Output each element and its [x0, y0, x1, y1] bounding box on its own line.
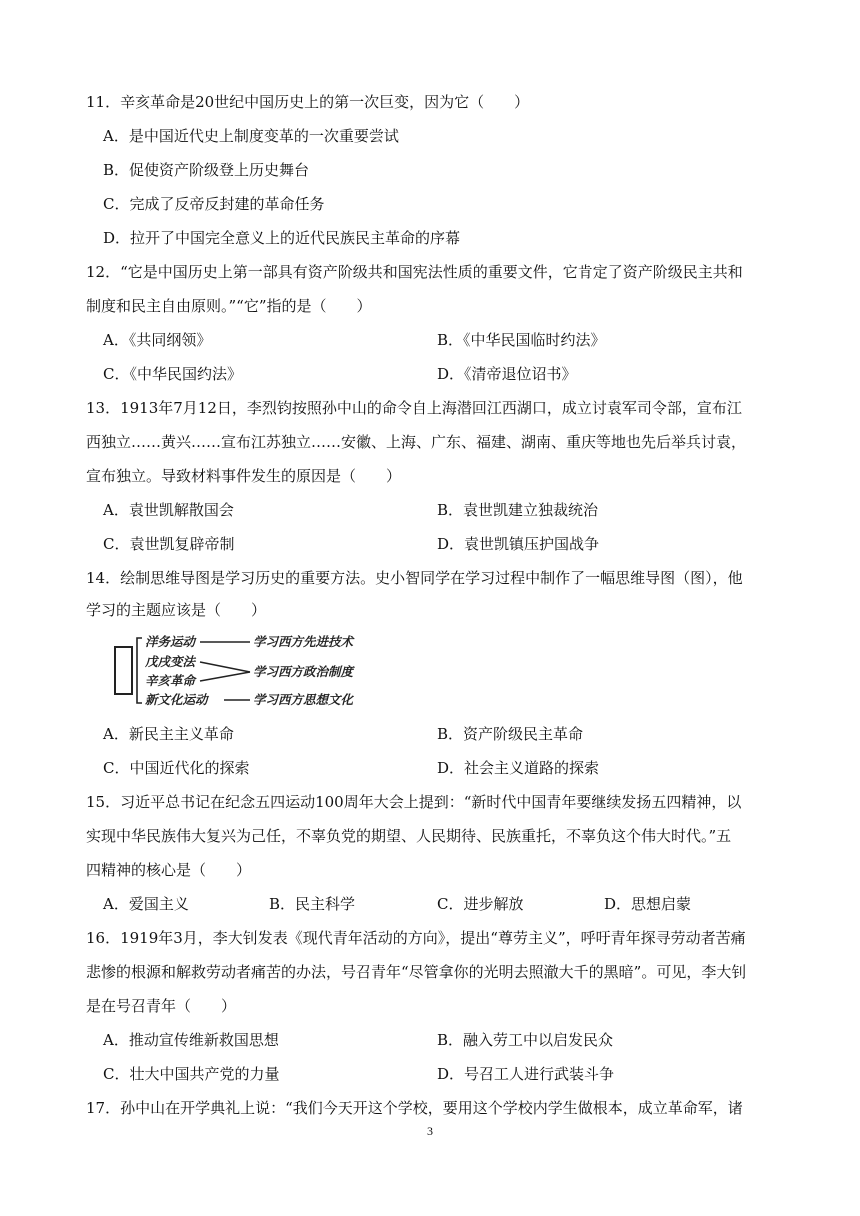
question-13-option-b[interactable]: B．袁世凯建立独裁统治 [437, 501, 599, 519]
question-11-option-b[interactable]: B．促使资产阶级登上历史舞台 [103, 161, 310, 179]
question-11-option-c[interactable]: C．完成了反帝反封建的革命任务 [103, 195, 325, 213]
question-11-option-a[interactable]: A．是中国近代史上制度变革的一次重要尝试 [103, 127, 399, 145]
question-16-option-d[interactable]: D．号召工人进行武装斗争 [437, 1065, 615, 1083]
question-11-stem: 11．辛亥革命是20世纪中国历史上的第一次巨变，因为它（ ） [86, 93, 530, 111]
question-15-option-c[interactable]: C．进步解放 [437, 895, 524, 913]
question-12-stem-line2: 制度和民主自由原则。”“它”指的是（ ） [86, 297, 372, 315]
question-11-option-d[interactable]: D．拉开了中国完全意义上的近代民族民主革命的序幕 [103, 229, 461, 247]
mind-map-figure [112, 628, 372, 710]
question-14-stem-line2: 学习的主题应该是（ ） [86, 601, 267, 619]
mind-map-blank-box [115, 647, 132, 694]
mind-map-right-2: 学习西方政治制度 [253, 664, 354, 679]
mind-map-connector-3 [200, 672, 250, 681]
question-13-stem-line2: 西独立……黄兴……宣布江苏独立……安徽、上海、广东、福建、湖南、重庆等地也先后举兵讨袁， [86, 433, 747, 451]
question-12-option-c[interactable]: C．《中华民国约法》 [103, 365, 242, 383]
question-15-stem-line3: 四精神的核心是（ ） [86, 861, 252, 879]
mind-map-right-1: 学习西方先进技术 [253, 634, 354, 649]
question-16-stem-line2: 悲惨的根源和解救劳动者痛苦的办法，号召青年“尽管拿你的光明去照澈大千的黑暗”。可见，李大钊 [86, 963, 747, 981]
question-16-option-c[interactable]: C．壮大中国共产党的力量 [103, 1065, 280, 1083]
question-16-stem-line3: 是在号召青年（ ） [86, 997, 237, 1015]
question-14-option-b[interactable]: B．资产阶级民主革命 [437, 725, 584, 743]
question-13-stem-line1: 13．1913年7月12日，李烈钧按照孙中山的命令自上海潜回江西湖口，成立讨袁军司令部，宣布江 [86, 399, 742, 417]
question-16-option-a[interactable]: A．推动宣传维新救国思想 [103, 1031, 279, 1049]
question-13-option-a[interactable]: A．袁世凯解散国会 [103, 501, 234, 519]
question-12-option-b[interactable]: B．《中华民国临时约法》 [437, 331, 606, 349]
question-12-option-a[interactable]: A．《共同纲领》 [103, 331, 212, 349]
question-15-stem-line1: 15．习近平总书记在纪念五四运动100周年大会上提到：“新时代中国青年要继续发扬五四精神，以 [86, 793, 742, 811]
mind-map-bracket [137, 638, 142, 703]
question-15-option-d[interactable]: D．思想启蒙 [604, 895, 692, 913]
question-13-stem-line3: 宣布独立。导致材料事件发生的原因是（ ） [86, 467, 402, 485]
question-12-stem-line1: 12．“它是中国历史上第一部具有资产阶级共和国宪法性质的重要文件，它肯定了资产阶级民主共和 [86, 263, 743, 281]
page-number: 3 [427, 1124, 433, 1138]
question-13-option-d[interactable]: D．袁世凯镇压护国战争 [437, 535, 600, 553]
question-14-stem-line1: 14．绘制思维导图是学习历史的重要方法。史小智同学在学习过程中制作了一幅思维导图（图），他 [86, 569, 743, 587]
question-15-option-b[interactable]: B．民主科学 [269, 895, 356, 913]
question-14-option-d[interactable]: D．社会主义道路的探索 [437, 759, 600, 777]
question-13-option-c[interactable]: C．袁世凯复辟帝制 [103, 535, 235, 553]
question-16-stem-line1: 16．1919年3月，李大钊发表《现代青年活动的方向》，提出“尊劳主义”，呼吁青年探寻劳动者苦痛 [86, 929, 746, 947]
mind-map-left-2: 戊戌变法 [145, 654, 196, 669]
question-14-option-a[interactable]: A．新民主主义革命 [103, 725, 234, 743]
mind-map-left-4: 新文化运动 [145, 692, 208, 707]
mind-map-connector-2 [200, 662, 250, 672]
question-15-stem-line2: 实现中华民族伟大复兴为己任，不辜负党的期望、人民期待、民族重托，不辜负这个伟大时代。”五 [86, 827, 732, 845]
mind-map-right-3: 学习西方思想文化 [253, 692, 354, 707]
question-12-option-d[interactable]: D．《清帝退位诏书》 [437, 365, 577, 383]
question-15-option-a[interactable]: A．爱国主义 [103, 895, 189, 913]
question-14-option-c[interactable]: C．中国近代化的探索 [103, 759, 250, 777]
question-17-stem-line1: 17．孙中山在开学典礼上说：“我们今天开这个学校，要用这个学校内学生做根本，成立革命军，诸 [86, 1099, 743, 1117]
question-16-option-b[interactable]: B．融入劳工中以启发民众 [437, 1031, 614, 1049]
mind-map-left-3: 辛亥革命 [145, 673, 196, 688]
mind-map-left-1: 洋务运动 [145, 634, 196, 649]
